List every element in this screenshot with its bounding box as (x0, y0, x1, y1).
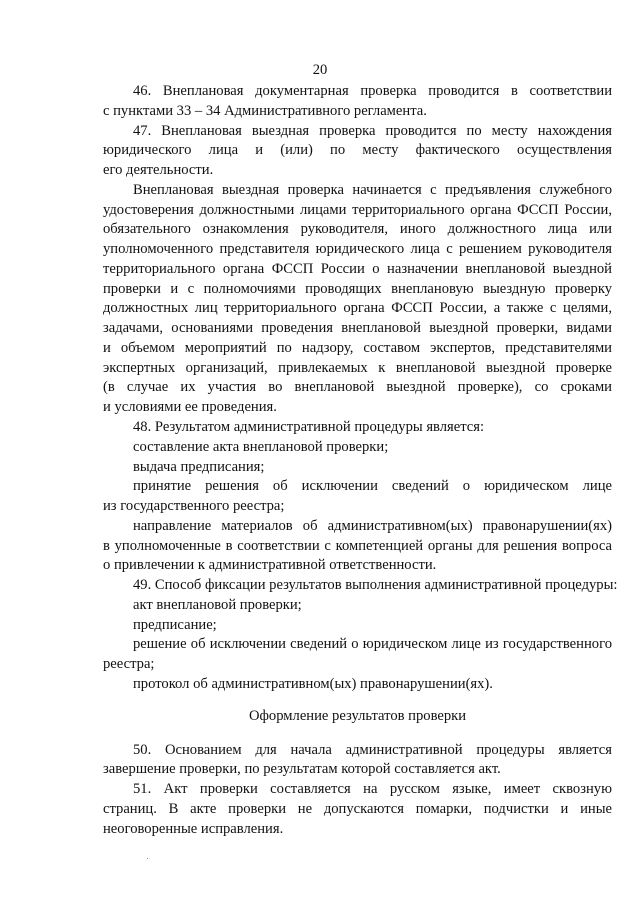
text-line: уполномоченного представителя юридического лица с решением руководителя (103, 241, 612, 258)
scan-speck (147, 858, 148, 859)
text-line: составление акта внеплановой проверки; (133, 438, 389, 455)
text-line: решение об исключении сведений о юридическом лице из государственного (133, 636, 612, 653)
text-line: в уполномоченные в соответствии с компетенцией органы для решения вопроса (103, 537, 612, 554)
text-line: с пунктами 33 – 34 Административного регламента. (103, 102, 427, 119)
text-line: (в случае их участия во внеплановой выездной проверке), со сроками (103, 379, 612, 396)
text-line: о привлечении к административной ответственности. (103, 557, 437, 574)
text-line: удостоверения должностными лицами территориального органа ФССП России, (103, 201, 612, 218)
text-line: 46. Внеплановая документарная проверка проводится в соответствии (133, 83, 612, 99)
text-line: 48. Результатом административной процедуры является: (133, 419, 485, 436)
text-line: направление материалов об административном(ых) правонарушении(ях) (133, 517, 612, 534)
text-line: его деятельности. (103, 162, 214, 179)
text-line: обязательного ознакомления руководителя, иного должностного лица или (103, 221, 612, 238)
text-line: акт внеплановой проверки; (133, 596, 302, 613)
text-line: предписание; (133, 616, 217, 633)
text-line: 50. Основанием для начала административной процедуры является (133, 741, 612, 758)
text-line: из государственного реестра; (103, 498, 285, 515)
text-line: завершение проверки, по результатам которой составляется акт. (103, 761, 501, 778)
text-line: принятие решения об исключении сведений о юридическом лице (133, 478, 612, 495)
text-line: задачами, основаниями проведения внеплановой выездной проверки, видами (103, 320, 612, 337)
section-heading: Оформление результатов проверки (248, 707, 467, 724)
page-number: 20 (312, 62, 328, 78)
document-body (103, 82, 618, 839)
text-line: экспертных организаций, привлекаемых к внеплановой выездной проверке (103, 359, 612, 376)
text-line: 49. Способ фиксации результатов выполнения административной процедуры: (133, 577, 618, 594)
text-line: и условиями ее проведения. (103, 399, 277, 416)
text-line: Внеплановая выездная проверка начинается с предъявления служебного (133, 181, 612, 198)
text-line: должностных лиц территориального органа ФССП России, а также с целями, (103, 300, 612, 317)
text-line: протокол об административном(ых) правонарушении(ях). (133, 675, 493, 692)
text-line: территориального органа ФССП России о назначении внеплановой выездной (103, 260, 612, 277)
text-line: и объемом мероприятий по надзору, составом экспертов, представителями (103, 339, 612, 356)
text-line: выдача предписания; (133, 458, 265, 475)
text-line: реестра; (103, 656, 155, 673)
text-line: страниц. В акте проверки не допускаются помарки, подчистки и иные (103, 800, 612, 817)
text-line: неоговоренные исправления. (103, 820, 284, 837)
text-line: 47. Внеплановая выездная проверка проводится по месту нахождения (133, 122, 612, 139)
text-line: юридического лица и (или) по месту фактического осуществления (103, 142, 612, 159)
text-line: проверки и с полномочиями проводящих внеплановую выездную проверку (103, 280, 612, 297)
text-line: 51. Акт проверки составляется на русском языке, имеет сквозную (133, 781, 612, 798)
